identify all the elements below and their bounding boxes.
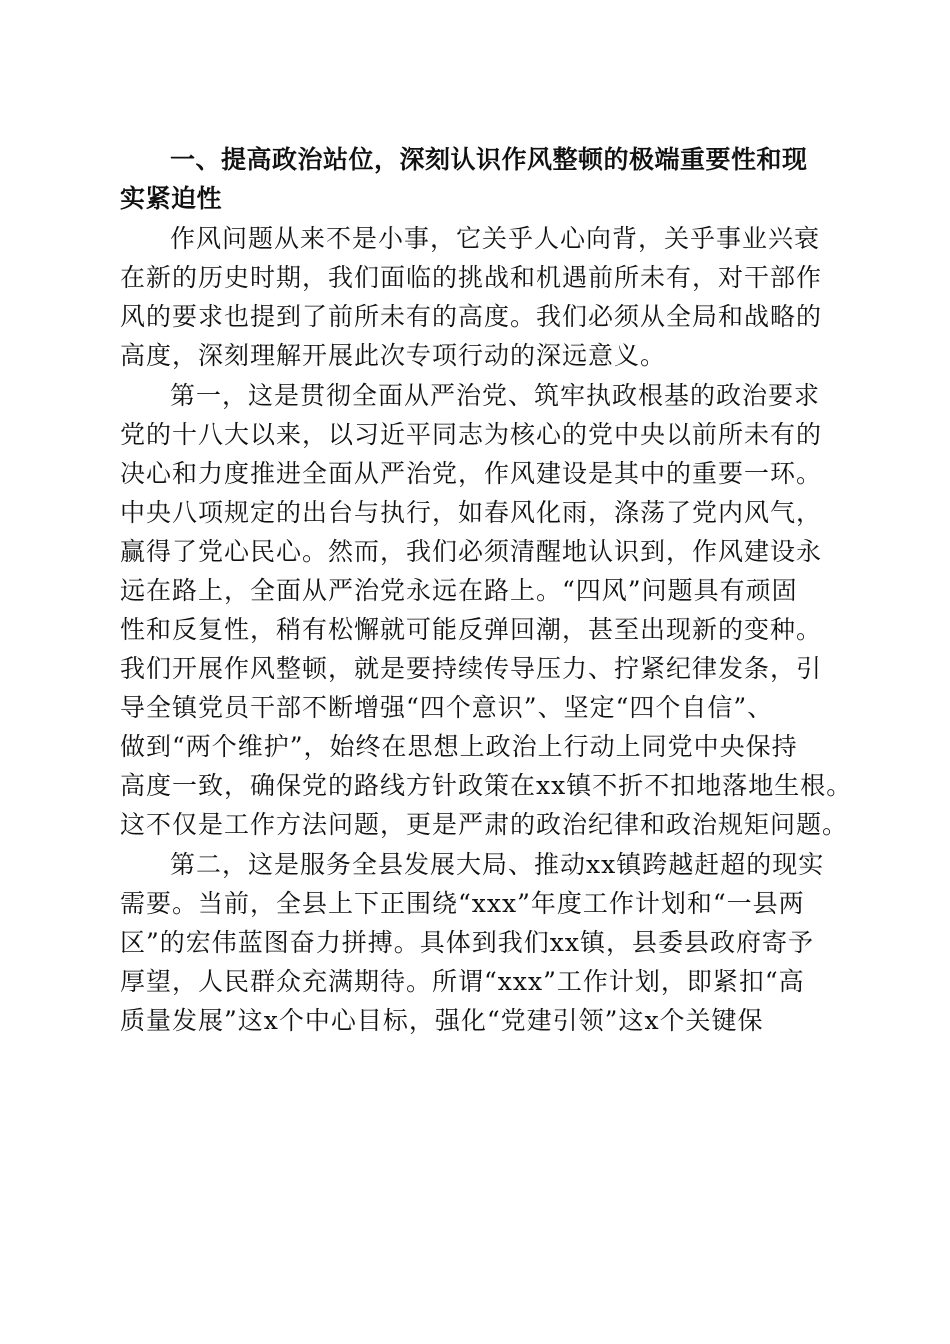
- paragraph-line: 质量发展”这x个中心目标，强化“党建引领”这x个关键保: [120, 1006, 764, 1035]
- heading-line: 一、提高政治站位，深刻认识作风整顿的极端重要性和现: [170, 145, 808, 174]
- paragraph-line: 作风问题从来不是小事，它关乎人心向背，关乎事业兴衰: [170, 224, 821, 253]
- paragraph-line: 导全镇党员干部不断增强“四个意识”、坚定“四个自信”、: [120, 693, 774, 722]
- paragraph-line: 党的十八大以来，以习近平同志为核心的党中央以前所未有的: [120, 420, 823, 449]
- paragraph-line: 风的要求也提到了前所未有的高度。我们必须从全局和战略的: [120, 302, 823, 331]
- paragraph-line: 第一，这是贯彻全面从严治党、筑牢执政根基的政治要求: [170, 381, 821, 410]
- paragraph-line: 厚望，人民群众充满期待。所谓“xxx”工作计划，即紧扣“高: [120, 967, 805, 996]
- section-heading: [120, 140, 838, 218]
- paragraph-line: 赢得了党心民心。然而，我们必须清醒地认识到，作风建设永: [120, 537, 823, 566]
- paragraph-intro: [120, 219, 838, 375]
- paragraph-line: 在新的历史时期，我们面临的挑战和机遇前所未有，对干部作: [120, 263, 823, 292]
- heading-line: 实紧迫性: [120, 184, 223, 213]
- paragraph-line: 第二，这是服务全县发展大局、推动xx镇跨越赶超的现实: [170, 850, 825, 879]
- paragraph-second-point: [120, 845, 838, 1040]
- paragraph-first-point: [120, 376, 853, 844]
- paragraph-line: 做到“两个维护”，始终在思想上政治上行动上同党中央保持: [120, 732, 798, 761]
- paragraph-line: 决心和力度推进全面从严治党，作风建设是其中的重要一环。: [120, 459, 823, 488]
- paragraph-line: 高度，深刻理解开展此次专项行动的深远意义。: [120, 341, 667, 370]
- paragraph-line: 高度一致，确保党的路线方针政策在xx镇不折不扣地落地生根。: [120, 771, 853, 800]
- paragraph-line: 远在路上，全面从严治党永远在路上。“四风”问题具有顽固: [120, 576, 798, 605]
- paragraph-line: 需要。当前，全县上下正围绕“xxx”年度工作计划和“一县两: [120, 889, 805, 918]
- document-page: [120, 140, 853, 1041]
- paragraph-line: 区”的宏伟蓝图奋力拼搏。具体到我们xx镇，县委县政府寄予: [120, 928, 814, 957]
- paragraph-line: 性和反复性，稍有松懈就可能反弹回潮，甚至出现新的变种。: [120, 615, 823, 644]
- paragraph-line: 我们开展作风整顿，就是要持续传导压力、拧紧纪律发条，引: [120, 654, 823, 683]
- paragraph-line: 中央八项规定的出台与执行，如春风化雨，涤荡了党内风气，: [120, 498, 823, 527]
- paragraph-line: 这不仅是工作方法问题，更是严肃的政治纪律和政治规矩问题。: [120, 810, 849, 839]
